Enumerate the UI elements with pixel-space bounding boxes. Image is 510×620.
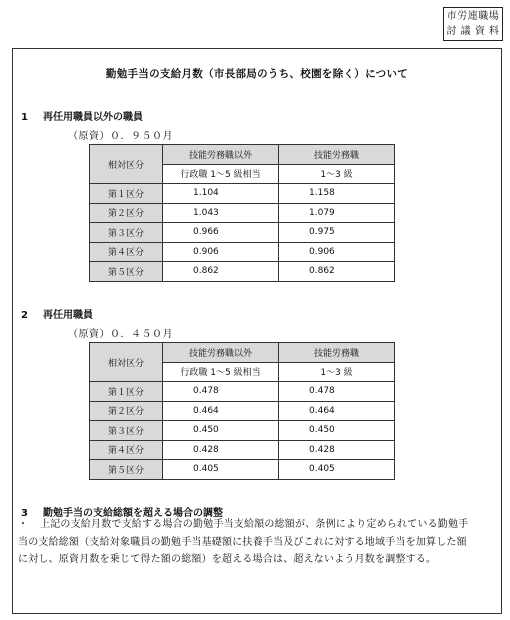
col2-value-cell: 1.158: [279, 184, 395, 204]
col1-sub-cell: 行政職 1～5 級相当: [163, 164, 279, 184]
section-1-heading: [21, 108, 143, 123]
col2-value-cell: 0.428: [279, 440, 395, 460]
row-label-cell: 第５区分: [90, 460, 163, 480]
section-2-number: 2: [21, 310, 28, 321]
section-2-original-months: （原資）０．４５０月: [68, 329, 173, 340]
col1-value-cell: 0.405: [163, 460, 279, 480]
row-label-cell: 第３区分: [90, 421, 163, 441]
table-row: [90, 242, 395, 262]
col1-value-cell: 0.464: [163, 401, 279, 421]
paragraph-text: 上記の支給月数で支給する場合の勤勉手当支給額の総額が、条例により定められている勤勉手当の支給総額（支給対象職員の勤勉手当基礎額に扶養手当及びこれに対する地域手当を加算した額に対し、原資月数を乗じて得た額の総額）を超える場合は、超えないよう月数を調整する。: [18, 519, 469, 565]
table-row: [90, 223, 395, 243]
col2-value-cell: 0.975: [279, 223, 395, 243]
row-label-cell: 第３区分: [90, 223, 163, 243]
row-label-cell: 第２区分: [90, 401, 163, 421]
section-3-number: 3: [21, 508, 28, 519]
col2-value-cell: 1.079: [279, 203, 395, 223]
section-2-table: [89, 342, 395, 480]
col1-value-cell: 0.450: [163, 421, 279, 441]
section-1-table: [89, 144, 395, 282]
col2-sub-cell: 1～3 級: [279, 164, 395, 184]
bullet-point: ・: [18, 519, 29, 530]
row-label-cell: 第４区分: [90, 440, 163, 460]
row-header-cell: 相対区分: [90, 343, 163, 382]
col2-value-cell: 0.862: [279, 262, 395, 282]
table-row: [90, 184, 395, 204]
section-1-number: 1: [21, 112, 28, 123]
row-label-cell: 第１区分: [90, 184, 163, 204]
col2-value-cell: 0.478: [279, 382, 395, 402]
section-2-title: 再任用職員: [43, 310, 93, 321]
table-row: [90, 440, 395, 460]
col2-value-cell: 0.906: [279, 242, 395, 262]
section-3-paragraph: [18, 516, 473, 569]
section-1-title: 再任用職員以外の職員: [43, 112, 143, 123]
col1-head-cell: 技能労務職以外: [163, 145, 279, 165]
section-2-heading: [21, 306, 93, 321]
col2-value-cell: 0.450: [279, 421, 395, 441]
row-label-cell: 第１区分: [90, 382, 163, 402]
table-row: [90, 401, 395, 421]
table-row: [90, 262, 395, 282]
table-row: [90, 460, 395, 480]
stamp-line-1: 市労連職場: [446, 11, 500, 22]
col1-value-cell: 0.428: [163, 440, 279, 460]
col2-value-cell: 0.464: [279, 401, 395, 421]
discussion-material-stamp: [443, 7, 503, 41]
col2-head-cell: 技能労務職: [279, 145, 395, 165]
table-row: [90, 203, 395, 223]
col1-value-cell: 0.478: [163, 382, 279, 402]
col1-value-cell: 1.104: [163, 184, 279, 204]
col1-value-cell: 0.966: [163, 223, 279, 243]
col1-sub-cell: 行政職 1～5 級相当: [163, 362, 279, 382]
document-title: 勤勉手当の支給月数（市長部局のうち、校園を除く）について: [105, 68, 409, 80]
col2-sub-cell: 1～3 級: [279, 362, 395, 382]
col1-value-cell: 1.043: [163, 203, 279, 223]
col1-value-cell: 0.862: [163, 262, 279, 282]
row-label-cell: 第５区分: [90, 262, 163, 282]
section-3-title: 勤勉手当の支給総額を超える場合の調整: [43, 508, 223, 519]
table-row: [90, 421, 395, 441]
col1-value-cell: 0.906: [163, 242, 279, 262]
stamp-line-2: 討 議 資 料: [446, 26, 500, 37]
row-label-cell: 第２区分: [90, 203, 163, 223]
table-row: [90, 382, 395, 402]
row-header-cell: 相対区分: [90, 145, 163, 184]
table-header-row: [90, 145, 395, 165]
col2-value-cell: 0.405: [279, 460, 395, 480]
row-label-cell: 第４区分: [90, 242, 163, 262]
col1-head-cell: 技能労務職以外: [163, 343, 279, 363]
col2-head-cell: 技能労務職: [279, 343, 395, 363]
section-1-original-months: （原資）０．９５０月: [68, 131, 173, 142]
table-header-row: [90, 343, 395, 363]
